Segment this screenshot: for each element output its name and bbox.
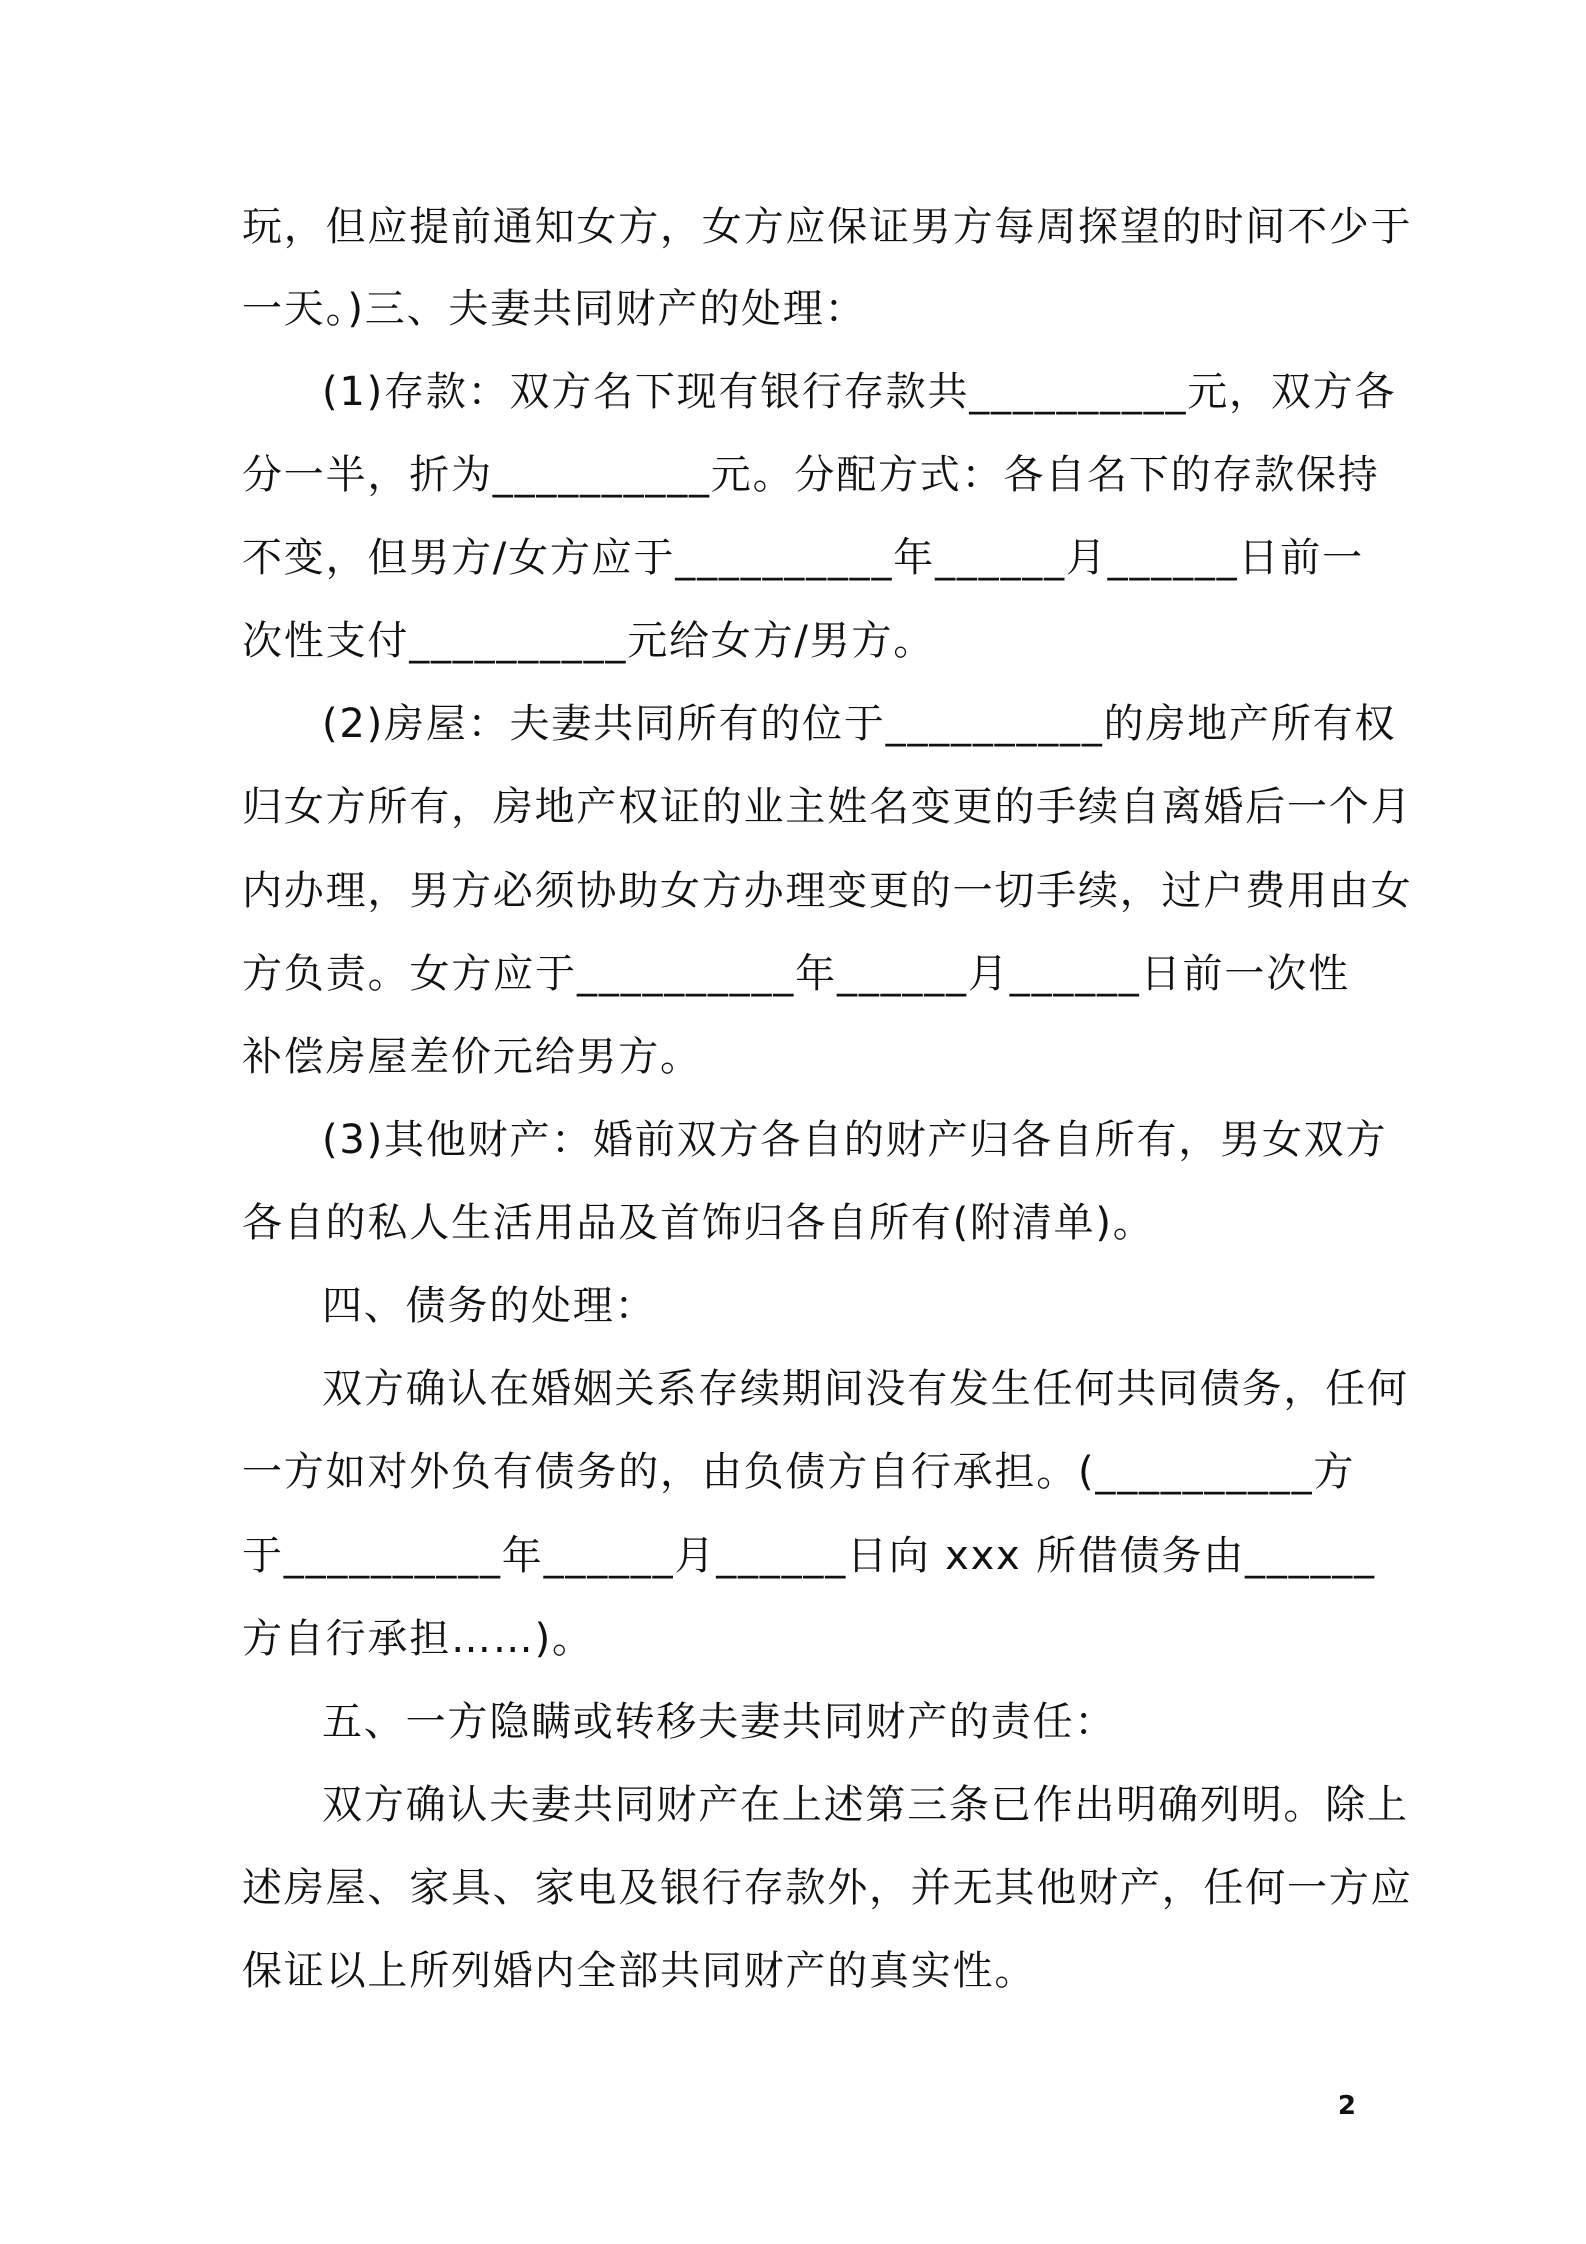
text-line: 各自的私人生活用品及首饰归各自所有(附清单)。 xyxy=(242,1200,1155,1246)
text-line: 分一半，折为__________元。分配方式：各自名下的存款保持 xyxy=(242,452,1380,498)
paragraph-house-start: (2)房屋：夫妻共同所有的位于__________的房地产所有权 xyxy=(322,701,1397,747)
text-line: 一天。)三、夫妻共同财产的处理： xyxy=(242,286,867,332)
text-line: 于__________年______月______日向 xxx 所借债务由______ xyxy=(242,1533,1376,1579)
text-line: 补偿房屋差价元给男方。 xyxy=(242,1034,702,1080)
paragraph-other-property-start: (3)其他财产：婚前双方各自的财产归各自所有，男女双方 xyxy=(322,1117,1388,1163)
page-number: 2 xyxy=(1337,2091,1356,2121)
text-line: 内办理，男方必须协助女方办理变更的一切手续，过户费用由女 xyxy=(242,868,1413,914)
text-line: 方负责。女方应于__________年______月______日前一次性 xyxy=(242,951,1350,997)
paragraph-deposit-start: (1)存款：双方名下现有银行存款共__________元，双方各 xyxy=(322,369,1397,415)
section-heading-concealment: 五、一方隐瞒或转移夫妻共同财产的责任： xyxy=(322,1699,1117,1745)
text-line: 玩，但应提前通知女方，女方应保证男方每周探望的时间不少于 xyxy=(242,204,1413,250)
text-line: 归女方所有，房地产权证的业主姓名变更的手续自离婚后一个月 xyxy=(242,784,1413,830)
text-line: 一方如对外负有债务的，由负债方自行承担。(__________方 xyxy=(242,1449,1356,1495)
section-heading-debts: 四、债务的处理： xyxy=(322,1283,657,1329)
text-line: 保证以上所列婚内全部共同财产的真实性。 xyxy=(242,1948,1037,1994)
text-line: 述房屋、家具、家电及银行存款外，并无其他财产，任何一方应 xyxy=(242,1865,1413,1911)
paragraph-concealment-start: 双方确认夫妻共同财产在上述第三条已作出明确列明。除上 xyxy=(322,1782,1409,1828)
text-line: 不变，但男方/女方应于__________年______月______日前一 xyxy=(242,535,1364,581)
text-line: 方自行承担……)。 xyxy=(242,1616,594,1662)
text-line: 次性支付__________元给女方/男方。 xyxy=(242,618,936,664)
paragraph-debts-start: 双方确认在婚姻关系存续期间没有发生任何共同债务，任何 xyxy=(322,1366,1409,1412)
